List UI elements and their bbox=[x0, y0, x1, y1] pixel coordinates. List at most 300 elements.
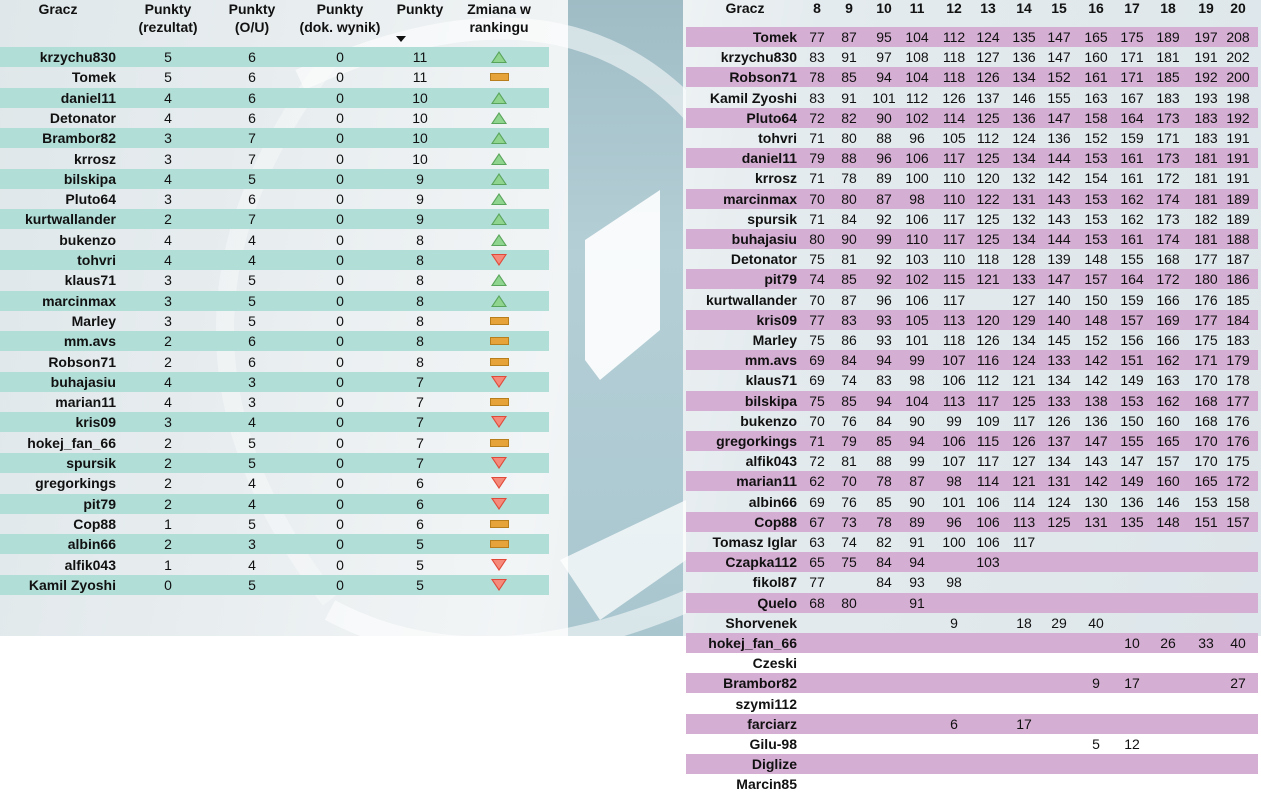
table-row bbox=[686, 391, 1258, 411]
cell-result-pts: 3 bbox=[164, 191, 172, 208]
dash-icon bbox=[490, 540, 509, 548]
table-row bbox=[0, 331, 549, 351]
player-name: Cop88 bbox=[754, 513, 797, 530]
points-cell: 191 bbox=[1226, 150, 1250, 167]
points-cell: 133 bbox=[1047, 352, 1071, 369]
points-cell: 100 bbox=[942, 534, 966, 550]
player-name: krrosz bbox=[754, 170, 797, 187]
points-cell: 62 bbox=[809, 473, 825, 490]
points-cell: 94 bbox=[876, 352, 892, 369]
table-row bbox=[686, 512, 1258, 532]
rank-change-cell bbox=[449, 311, 549, 331]
player-name: hokej_fan_66 bbox=[708, 635, 797, 651]
cell-ou-pts: 4 bbox=[248, 414, 256, 431]
points-cell: 84 bbox=[841, 352, 857, 369]
cell-result-pts: 2 bbox=[164, 353, 172, 370]
points-cell: 84 bbox=[876, 554, 892, 571]
points-cell: 83 bbox=[809, 49, 825, 66]
points-cell: 191 bbox=[1226, 130, 1250, 146]
table-row bbox=[686, 67, 1258, 87]
points-cell: 40 bbox=[1088, 614, 1104, 631]
header-round[interactable]: 20 bbox=[1230, 0, 1246, 16]
points-cell: 188 bbox=[1226, 231, 1250, 247]
points-cell: 176 bbox=[1226, 412, 1250, 429]
triangle-down-icon bbox=[491, 416, 507, 428]
points-cell: 120 bbox=[976, 170, 1000, 187]
table-row bbox=[0, 555, 549, 575]
cell-ou-pts: 7 bbox=[248, 211, 256, 228]
cell-exact-pts: 0 bbox=[336, 150, 344, 167]
points-cell: 106 bbox=[905, 150, 929, 167]
player-name: hokej_fan_66 bbox=[27, 434, 116, 451]
points-cell: 134 bbox=[1012, 231, 1036, 247]
points-cell: 152 bbox=[1084, 130, 1108, 146]
cell-total-pts: 7 bbox=[416, 455, 424, 471]
points-cell: 71 bbox=[809, 130, 825, 146]
player-name: daniel11 bbox=[741, 150, 797, 167]
table-row bbox=[686, 27, 1258, 47]
points-cell: 113 bbox=[942, 392, 966, 409]
cell-result-pts: 2 bbox=[164, 455, 172, 471]
cell-result-pts: 4 bbox=[164, 170, 172, 187]
points-cell: 104 bbox=[905, 69, 929, 86]
points-cell: 153 bbox=[1084, 210, 1108, 227]
points-cell: 153 bbox=[1084, 231, 1108, 247]
points-cell: 159 bbox=[1120, 291, 1144, 308]
points-cell: 9 bbox=[1092, 675, 1100, 692]
points-cell: 151 bbox=[1120, 352, 1144, 369]
player-name: Shorvenek bbox=[725, 614, 797, 631]
header-ou-pts[interactable]: Punkty (O/U) bbox=[228, 1, 276, 35]
rank-change-cell bbox=[449, 230, 549, 250]
cell-result-pts: 2 bbox=[164, 495, 172, 512]
cell-ou-pts: 5 bbox=[248, 170, 256, 187]
points-cell: 173 bbox=[1156, 109, 1180, 126]
player-name: Marcin85 bbox=[736, 776, 797, 793]
points-cell: 150 bbox=[1120, 412, 1144, 429]
points-cell: 117 bbox=[942, 291, 966, 308]
points-cell: 100 bbox=[905, 170, 929, 187]
points-cell: 154 bbox=[1084, 170, 1108, 187]
points-cell: 90 bbox=[876, 109, 892, 126]
points-cell: 84 bbox=[841, 210, 857, 227]
header-round[interactable]: 16 bbox=[1088, 0, 1104, 16]
points-cell: 198 bbox=[1226, 89, 1250, 106]
player-name: gregorkings bbox=[35, 475, 116, 492]
points-cell: 91 bbox=[841, 89, 857, 106]
player-name: marcinmax bbox=[723, 190, 797, 207]
points-cell: 106 bbox=[976, 534, 1000, 550]
points-cell: 147 bbox=[1120, 453, 1144, 470]
points-cell: 153 bbox=[1194, 493, 1218, 510]
points-cell: 183 bbox=[1156, 89, 1180, 106]
points-cell: 140 bbox=[1047, 291, 1071, 308]
cell-total-pts: 7 bbox=[416, 434, 424, 451]
table-row bbox=[686, 471, 1258, 491]
cell-exact-pts: 0 bbox=[336, 576, 344, 593]
points-cell: 108 bbox=[905, 49, 929, 66]
table-row bbox=[0, 575, 549, 595]
cell-exact-pts: 0 bbox=[336, 312, 344, 329]
table-row bbox=[0, 291, 549, 311]
points-cell: 81 bbox=[841, 453, 857, 470]
points-cell: 130 bbox=[1084, 493, 1108, 510]
points-cell: 94 bbox=[909, 433, 925, 449]
points-cell: 177 bbox=[1194, 311, 1218, 328]
header-result-pts[interactable]: Punkty (rezultat) bbox=[138, 1, 198, 35]
points-cell: 202 bbox=[1226, 49, 1250, 66]
points-cell: 92 bbox=[876, 251, 892, 268]
points-cell: 165 bbox=[1084, 29, 1108, 45]
player-name: Pluto64 bbox=[65, 191, 116, 208]
header-round[interactable]: 9 bbox=[845, 0, 853, 16]
points-cell: 74 bbox=[841, 534, 857, 550]
table-row bbox=[0, 270, 549, 290]
header-player[interactable]: Gracz bbox=[38, 1, 78, 17]
points-cell: 121 bbox=[976, 271, 1000, 288]
points-cell: 27 bbox=[1230, 675, 1246, 692]
header-round[interactable]: 15 bbox=[1051, 0, 1067, 16]
points-cell: 189 bbox=[1226, 190, 1250, 207]
header-round[interactable]: 14 bbox=[1016, 0, 1032, 16]
points-cell: 152 bbox=[1084, 332, 1108, 348]
points-cell: 127 bbox=[976, 49, 1000, 66]
cell-ou-pts: 5 bbox=[248, 272, 256, 289]
header-player[interactable]: Gracz bbox=[725, 0, 765, 16]
points-cell: 77 bbox=[809, 311, 825, 328]
points-cell: 83 bbox=[841, 311, 857, 328]
player-name: pit79 bbox=[83, 495, 116, 512]
cell-ou-pts: 4 bbox=[248, 231, 256, 248]
points-cell: 99 bbox=[946, 412, 962, 429]
points-cell: 187 bbox=[1226, 251, 1250, 268]
player-name: Diglize bbox=[751, 756, 797, 773]
table-row bbox=[686, 714, 1258, 734]
cell-exact-pts: 0 bbox=[336, 495, 344, 512]
points-cell: 110 bbox=[942, 251, 966, 268]
table-row bbox=[0, 169, 549, 189]
points-cell: 134 bbox=[1012, 150, 1036, 167]
points-cell: 118 bbox=[942, 332, 966, 348]
points-cell: 136 bbox=[1047, 130, 1071, 146]
points-cell: 94 bbox=[876, 392, 892, 409]
player-name: Gilu-98 bbox=[749, 736, 797, 752]
points-cell: 81 bbox=[841, 251, 857, 268]
points-cell: 145 bbox=[1047, 332, 1071, 348]
points-cell: 99 bbox=[909, 453, 925, 470]
player-name: alfik043 bbox=[64, 556, 116, 573]
points-cell: 126 bbox=[1047, 412, 1071, 429]
table-row bbox=[686, 128, 1258, 148]
header-round[interactable]: 19 bbox=[1198, 0, 1214, 16]
cell-exact-pts: 0 bbox=[336, 536, 344, 553]
player-name: spursik bbox=[747, 210, 797, 227]
table-row bbox=[0, 352, 549, 372]
dash-icon bbox=[490, 358, 509, 366]
table-row bbox=[686, 148, 1258, 168]
cell-result-pts: 0 bbox=[164, 576, 172, 593]
points-cell: 147 bbox=[1047, 109, 1071, 126]
header-total-pts[interactable]: Punkty bbox=[396, 1, 444, 17]
header-round[interactable]: 13 bbox=[980, 0, 996, 16]
table-row bbox=[686, 774, 1258, 794]
points-cell: 180 bbox=[1194, 271, 1218, 288]
player-name: Robson71 bbox=[48, 353, 116, 370]
points-cell: 110 bbox=[942, 190, 966, 207]
table-row bbox=[0, 372, 549, 392]
points-cell: 117 bbox=[976, 453, 1000, 470]
cell-total-pts: 5 bbox=[416, 536, 424, 553]
cell-ou-pts: 4 bbox=[248, 252, 256, 268]
points-cell: 191 bbox=[1194, 49, 1218, 66]
points-cell: 169 bbox=[1156, 311, 1180, 328]
points-cell: 99 bbox=[909, 352, 925, 369]
points-cell: 84 bbox=[876, 412, 892, 429]
points-cell: 164 bbox=[1120, 109, 1144, 126]
player-name: bilskipa bbox=[744, 392, 797, 409]
points-cell: 147 bbox=[1047, 271, 1071, 288]
dash-icon bbox=[490, 398, 509, 406]
header-exact-pts[interactable]: Punkty (dok. wynik) bbox=[299, 1, 381, 35]
points-cell: 73 bbox=[841, 513, 857, 530]
points-cell: 102 bbox=[905, 271, 929, 288]
player-name: albin66 bbox=[748, 493, 797, 510]
rank-change-cell bbox=[449, 47, 549, 67]
points-cell: 17 bbox=[1016, 715, 1032, 732]
points-cell: 76 bbox=[841, 493, 857, 510]
player-name: Marley bbox=[71, 312, 116, 329]
points-cell: 112 bbox=[942, 29, 966, 45]
player-name: kris09 bbox=[75, 414, 116, 431]
header-round[interactable]: 18 bbox=[1160, 0, 1176, 16]
rank-change-cell bbox=[449, 88, 549, 108]
cell-total-pts: 10 bbox=[412, 130, 428, 147]
points-cell: 97 bbox=[876, 49, 892, 66]
points-cell: 163 bbox=[1156, 372, 1180, 389]
points-cell: 139 bbox=[1047, 251, 1071, 268]
triangle-up-icon bbox=[491, 213, 507, 225]
player-name: farciarz bbox=[747, 715, 797, 732]
points-cell: 110 bbox=[942, 170, 966, 187]
points-cell: 171 bbox=[1120, 69, 1144, 86]
points-cell: 117 bbox=[942, 210, 966, 227]
points-cell: 125 bbox=[976, 109, 1000, 126]
points-cell: 107 bbox=[942, 453, 966, 470]
triangle-up-icon bbox=[491, 173, 507, 185]
points-cell: 72 bbox=[809, 109, 825, 126]
points-cell: 197 bbox=[1194, 29, 1218, 45]
player-name: tohvri bbox=[758, 130, 797, 146]
points-cell: 160 bbox=[1084, 49, 1108, 66]
cell-result-pts: 3 bbox=[164, 292, 172, 309]
points-cell: 176 bbox=[1194, 291, 1218, 308]
points-cell: 95 bbox=[876, 29, 892, 45]
player-name: Tomek bbox=[71, 69, 116, 86]
points-cell: 162 bbox=[1156, 392, 1180, 409]
table-row bbox=[686, 734, 1258, 754]
points-cell: 117 bbox=[976, 392, 1000, 409]
cell-ou-pts: 5 bbox=[248, 292, 256, 309]
triangle-down-icon bbox=[491, 498, 507, 510]
points-cell: 156 bbox=[1120, 332, 1144, 348]
cell-exact-pts: 0 bbox=[336, 211, 344, 228]
table-row bbox=[686, 370, 1258, 390]
triangle-up-icon bbox=[491, 51, 507, 63]
player-name: Kamil Zyoshi bbox=[28, 576, 116, 593]
player-name: Detonator bbox=[730, 251, 797, 268]
points-cell: 96 bbox=[876, 150, 892, 167]
points-cell: 162 bbox=[1156, 352, 1180, 369]
player-name: kurtwallander bbox=[24, 211, 116, 228]
points-cell: 83 bbox=[809, 89, 825, 106]
points-cell: 89 bbox=[876, 170, 892, 187]
points-cell: 101 bbox=[872, 89, 896, 106]
points-cell: 136 bbox=[1012, 49, 1036, 66]
points-cell: 68 bbox=[809, 594, 825, 611]
triangle-up-icon bbox=[491, 92, 507, 104]
rank-change-cell bbox=[449, 412, 549, 432]
points-cell: 171 bbox=[1120, 49, 1144, 66]
cell-ou-pts: 6 bbox=[248, 49, 256, 65]
points-cell: 85 bbox=[876, 433, 892, 449]
points-cell: 137 bbox=[976, 89, 1000, 106]
cell-exact-pts: 0 bbox=[336, 414, 344, 431]
points-cell: 67 bbox=[809, 513, 825, 530]
cell-total-pts: 8 bbox=[416, 252, 424, 268]
points-cell: 91 bbox=[909, 594, 925, 611]
points-cell: 160 bbox=[1156, 412, 1180, 429]
points-cell: 121 bbox=[1012, 473, 1036, 490]
points-cell: 106 bbox=[942, 433, 966, 449]
rank-change-cell bbox=[449, 270, 549, 290]
points-cell: 168 bbox=[1194, 392, 1218, 409]
rank-change-cell bbox=[449, 128, 549, 148]
points-cell: 132 bbox=[1012, 170, 1036, 187]
cell-total-pts: 7 bbox=[416, 394, 424, 411]
points-cell: 172 bbox=[1226, 473, 1250, 490]
points-cell: 155 bbox=[1120, 433, 1144, 449]
cell-ou-pts: 6 bbox=[248, 191, 256, 208]
cell-result-pts: 4 bbox=[164, 252, 172, 268]
points-cell: 165 bbox=[1194, 473, 1218, 490]
player-name: szymi112 bbox=[735, 695, 797, 712]
cell-exact-pts: 0 bbox=[336, 109, 344, 126]
points-cell: 104 bbox=[905, 29, 929, 45]
points-cell: 144 bbox=[1047, 150, 1071, 167]
points-cell: 115 bbox=[942, 271, 966, 288]
header-round[interactable]: 17 bbox=[1124, 0, 1140, 16]
table-row bbox=[686, 653, 1258, 673]
triangle-up-icon bbox=[491, 234, 507, 246]
points-cell: 98 bbox=[909, 190, 925, 207]
cell-ou-pts: 5 bbox=[248, 455, 256, 471]
points-cell: 189 bbox=[1226, 210, 1250, 227]
points-cell: 161 bbox=[1120, 170, 1144, 187]
points-cell: 147 bbox=[1047, 49, 1071, 66]
points-cell: 181 bbox=[1156, 49, 1180, 66]
points-cell: 101 bbox=[942, 493, 966, 510]
dash-icon bbox=[490, 520, 509, 528]
cell-result-pts: 5 bbox=[164, 69, 172, 86]
table-row bbox=[686, 350, 1258, 370]
cell-result-pts: 2 bbox=[164, 211, 172, 228]
cell-result-pts: 2 bbox=[164, 434, 172, 451]
points-cell: 80 bbox=[809, 231, 825, 247]
dash-icon bbox=[490, 439, 509, 447]
table-row bbox=[686, 269, 1258, 289]
points-cell: 147 bbox=[1084, 433, 1108, 449]
cell-total-pts: 5 bbox=[416, 556, 424, 573]
player-name: Quelo bbox=[757, 594, 797, 611]
header-round[interactable]: 11 bbox=[909, 0, 925, 16]
table-row bbox=[0, 433, 549, 453]
points-cell: 90 bbox=[909, 412, 925, 429]
player-name: bukenzo bbox=[740, 412, 797, 429]
table-row bbox=[0, 149, 549, 169]
rank-change-cell bbox=[449, 392, 549, 412]
cell-ou-pts: 6 bbox=[248, 69, 256, 86]
table-row bbox=[0, 534, 549, 554]
points-cell: 185 bbox=[1156, 69, 1180, 86]
points-cell: 117 bbox=[942, 150, 966, 167]
points-cell: 149 bbox=[1120, 473, 1144, 490]
points-cell: 91 bbox=[841, 49, 857, 66]
triangle-down-icon bbox=[491, 579, 507, 591]
sort-desc-icon[interactable] bbox=[396, 36, 406, 42]
points-cell: 118 bbox=[942, 69, 966, 86]
header-round[interactable]: 10 bbox=[876, 0, 892, 16]
points-cell: 90 bbox=[841, 231, 857, 247]
points-cell: 208 bbox=[1226, 29, 1250, 45]
points-cell: 83 bbox=[876, 372, 892, 389]
dash-icon bbox=[490, 317, 509, 325]
rank-change-cell bbox=[449, 209, 549, 229]
header-round[interactable]: 8 bbox=[813, 0, 821, 16]
rank-change-cell bbox=[449, 494, 549, 514]
cell-result-pts: 1 bbox=[164, 515, 172, 532]
cell-result-pts: 2 bbox=[164, 536, 172, 553]
points-cell: 140 bbox=[1047, 311, 1071, 328]
rank-change-cell bbox=[449, 169, 549, 189]
points-cell: 192 bbox=[1194, 69, 1218, 86]
points-cell: 181 bbox=[1194, 231, 1218, 247]
points-cell: 18 bbox=[1016, 614, 1032, 631]
cell-total-pts: 9 bbox=[416, 211, 424, 228]
rank-change-cell bbox=[449, 189, 549, 209]
points-cell: 143 bbox=[1047, 190, 1071, 207]
cell-exact-pts: 0 bbox=[336, 170, 344, 187]
points-cell: 193 bbox=[1194, 89, 1218, 106]
points-cell: 143 bbox=[1084, 453, 1108, 470]
points-cell: 137 bbox=[1047, 433, 1071, 449]
rank-change-cell bbox=[449, 534, 549, 554]
header-round[interactable]: 12 bbox=[946, 0, 962, 16]
points-cell: 91 bbox=[909, 534, 925, 550]
points-cell: 117 bbox=[1012, 534, 1036, 550]
player-name: Czeski bbox=[752, 655, 797, 672]
points-cell: 87 bbox=[841, 291, 857, 308]
points-cell: 192 bbox=[1226, 109, 1250, 126]
rank-change-cell bbox=[449, 433, 549, 453]
points-cell: 69 bbox=[809, 493, 825, 510]
points-cell: 181 bbox=[1194, 150, 1218, 167]
header-rank-change[interactable]: Zmiana w rankingu bbox=[467, 1, 531, 35]
cell-exact-pts: 0 bbox=[336, 394, 344, 411]
table-row bbox=[686, 411, 1258, 431]
cell-ou-pts: 6 bbox=[248, 333, 256, 350]
table-row bbox=[686, 552, 1258, 572]
cell-result-pts: 4 bbox=[164, 394, 172, 411]
